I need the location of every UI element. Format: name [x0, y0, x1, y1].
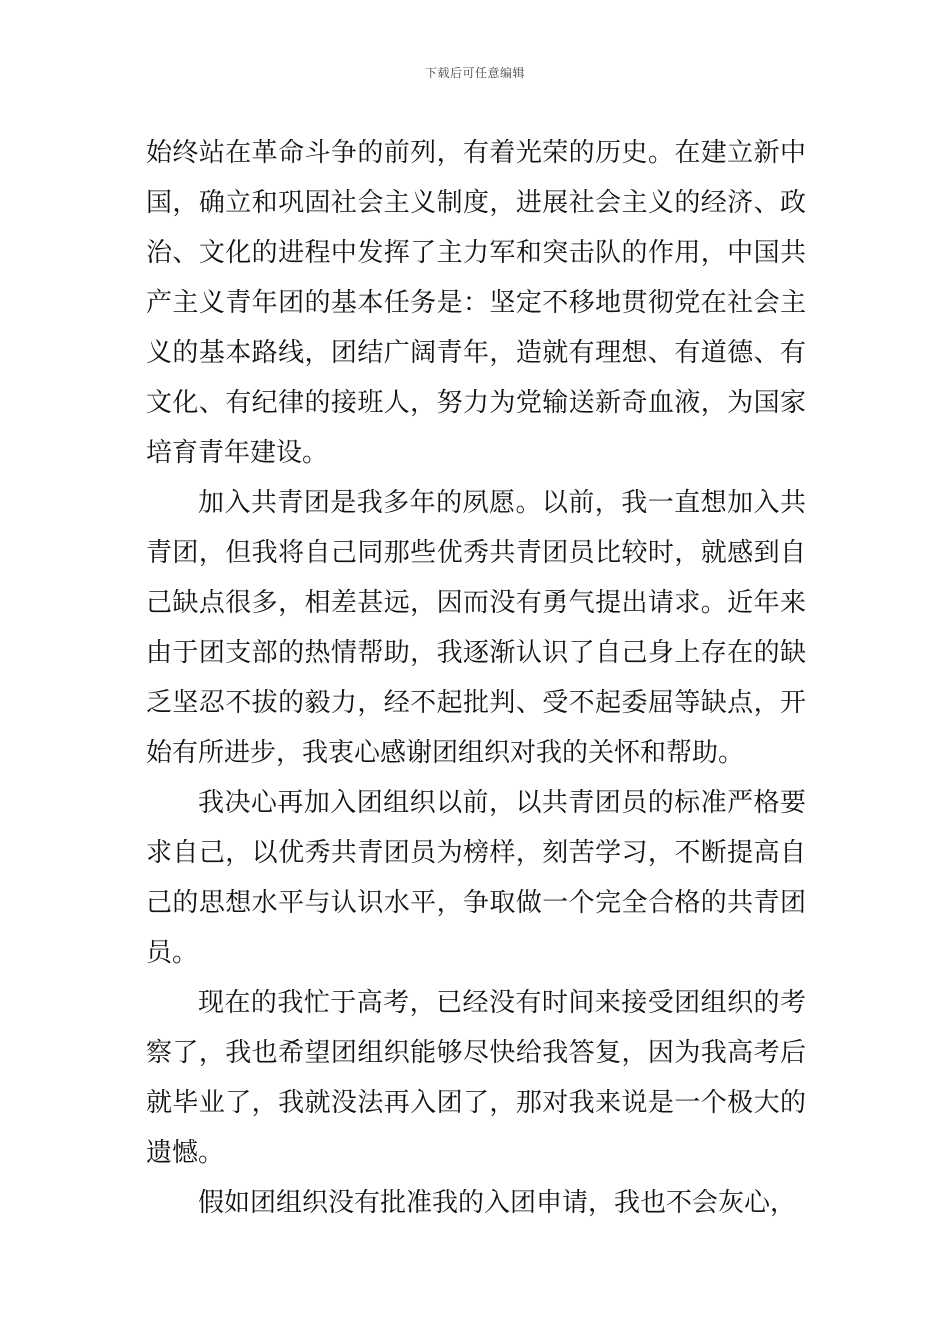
paragraph: 假如团组织没有批准我的入团申请，我也不会灰心， [198, 1188, 797, 1218]
paragraph-continued: 始终站在革命斗争的前列，有着光荣的历史。在建立新中国，确立和巩固社会主义制度，进展社会主义的经济、政治、文化的进程中发挥了主力军和突击队的作用，中国共产主义青年团的基本任务是：坚定不移地贯彻党在社会主义的基本路线，团结广阔青年，造就有理想、有道德、有文化、有纪律的接班人，努力为党输送新奇血液，为国家培育青年建设。 [146, 138, 806, 468]
paragraph: 我决心再加入团组织以前，以共青团员的标准严格要求自己，以优秀共青团员为榜样，刻苦学习，不断提高自己的思想水平与认识水平，争取做一个完全合格的共青团员。 [146, 788, 806, 968]
document-body [146, 128, 806, 1228]
paragraph: 加入共青团是我多年的夙愿。以前，我一直想加入共青团，但我将自己同那些优秀共青团员比较时，就感到自己缺点很多，相差甚远，因而没有勇气提出请求。近年来由于团支部的热情帮助，我逐渐认识了自己身上存在的缺乏坚忍不拔的毅力，经不起批判、受不起委屈等缺点，开始有所进步，我衷心感谢团组织对我的关怀和帮助。 [146, 488, 806, 768]
paragraph: 现在的我忙于高考，已经没有时间来接受团组织的考察了，我也希望团组织能够尽快给我答复，因为我高考后就毕业了，我就没法再入团了，那对我来说是一个极大的遗憾。 [146, 988, 806, 1168]
page-header: 下载后可任意编辑 [424, 66, 525, 80]
